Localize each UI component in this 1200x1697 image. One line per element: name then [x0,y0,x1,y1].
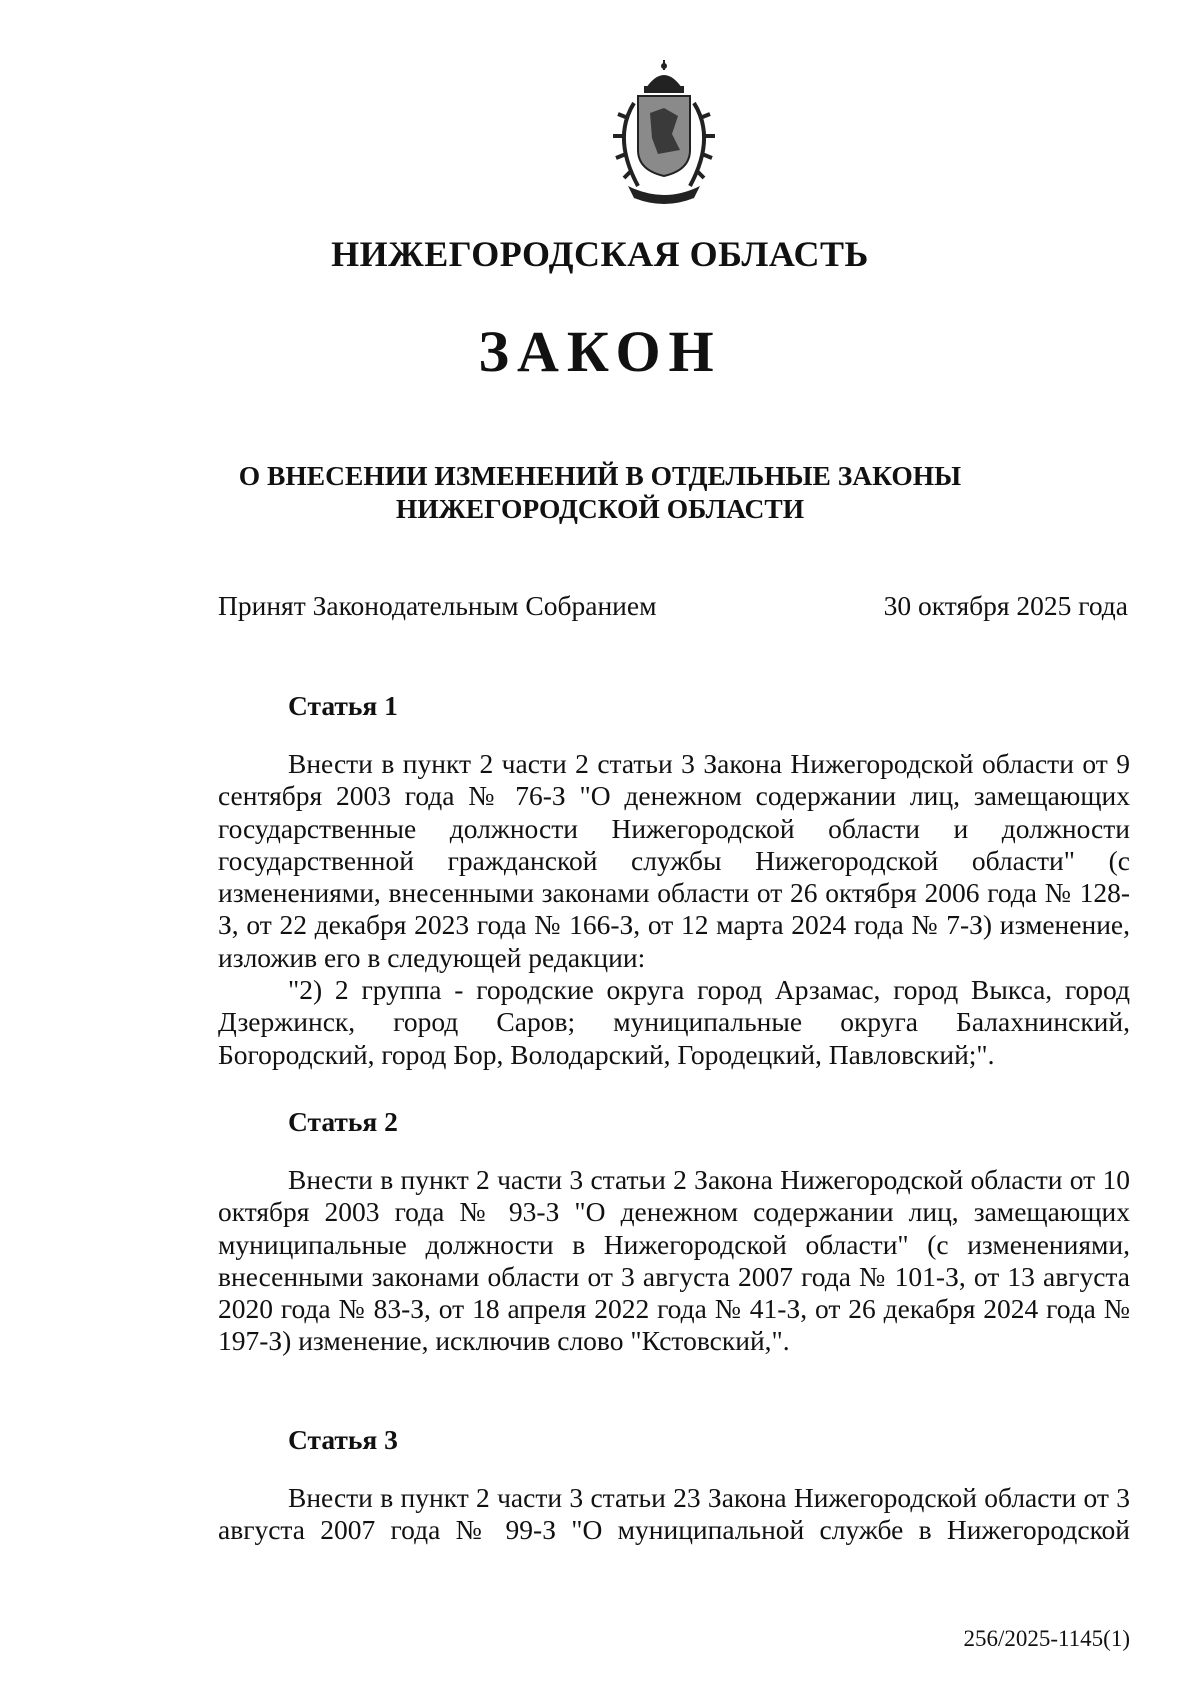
adoption-date: 30 октября 2025 года [883,590,1128,621]
law-title-line: НИЖЕГОРОДСКОЙ ОБЛАСТИ [395,493,805,524]
article-paragraph: Внести в пункт 2 части 3 статьи 2 Закона Нижегородской области от 10 октября 2003 года № 93-З "О денежном содержании лиц, замещающих муниципальные должности в Нижегородской области" (с изменениями, внесенными законами области от 3 августа 2007 года № 101-З, от 13 августа 2020 года № 83-З, от 18 апреля 2022 года № 41-З, от 26 декабря 2024 года № 197-З) изменение, исключив слово "Кстовский,". [218,1164,1130,1357]
law-title-line: О ВНЕСЕНИИ ИЗМЕНЕНИЙ В ОТДЕЛЬНЫЕ ЗАКОНЫ [238,460,962,491]
region-name: НИЖЕГОРОДСКАЯ ОБЛАСТЬ [331,234,869,274]
article-3 [218,1424,1130,1547]
article-paragraph: Внести в пункт 2 части 2 статьи 3 Закона Нижегородской области от 9 сентября 2003 года № 76-З "О денежном содержании лиц, замещающих государственные должности Нижегородской области и должности государственной гражданской службы Нижегородской области" (с изменениями, внесенными законами области от 26 октября 2006 года № 128-З, от 22 декабря 2023 года № 166-З, от 12 марта 2024 года № 7-З) изменение, изложив его в следующей редакции: [218,748,1130,973]
article-heading: Статья 1 [288,690,398,721]
article-heading: Статья 2 [288,1106,398,1137]
coat-of-arms-icon [598,58,730,208]
article-paragraph: "2) 2 группа - городские округа город Арзамас, город Выкса, город Дзержинск, город Саров; муниципальные округа Балахнинский, Богородский, город Бор, Володарский, Городецкий, Павловский;". [218,974,1130,1070]
article-heading: Статья 3 [288,1424,398,1455]
article-1 [218,690,1130,1071]
file-reference: 256/2025-1145(1) [963,1626,1130,1651]
law-title [0,459,1200,525]
article-paragraph: Внести в пункт 2 части 3 статьи 23 Закона Нижегородской области от 3 августа 2007 года № 99-З "О муниципальной службе в Нижегородской [218,1482,1130,1546]
article-2 [218,1106,1130,1358]
adoption-line [218,590,1128,622]
adoption-label: Принят Законодательным Собранием [218,590,657,621]
document-type: ЗАКОН [478,319,722,384]
